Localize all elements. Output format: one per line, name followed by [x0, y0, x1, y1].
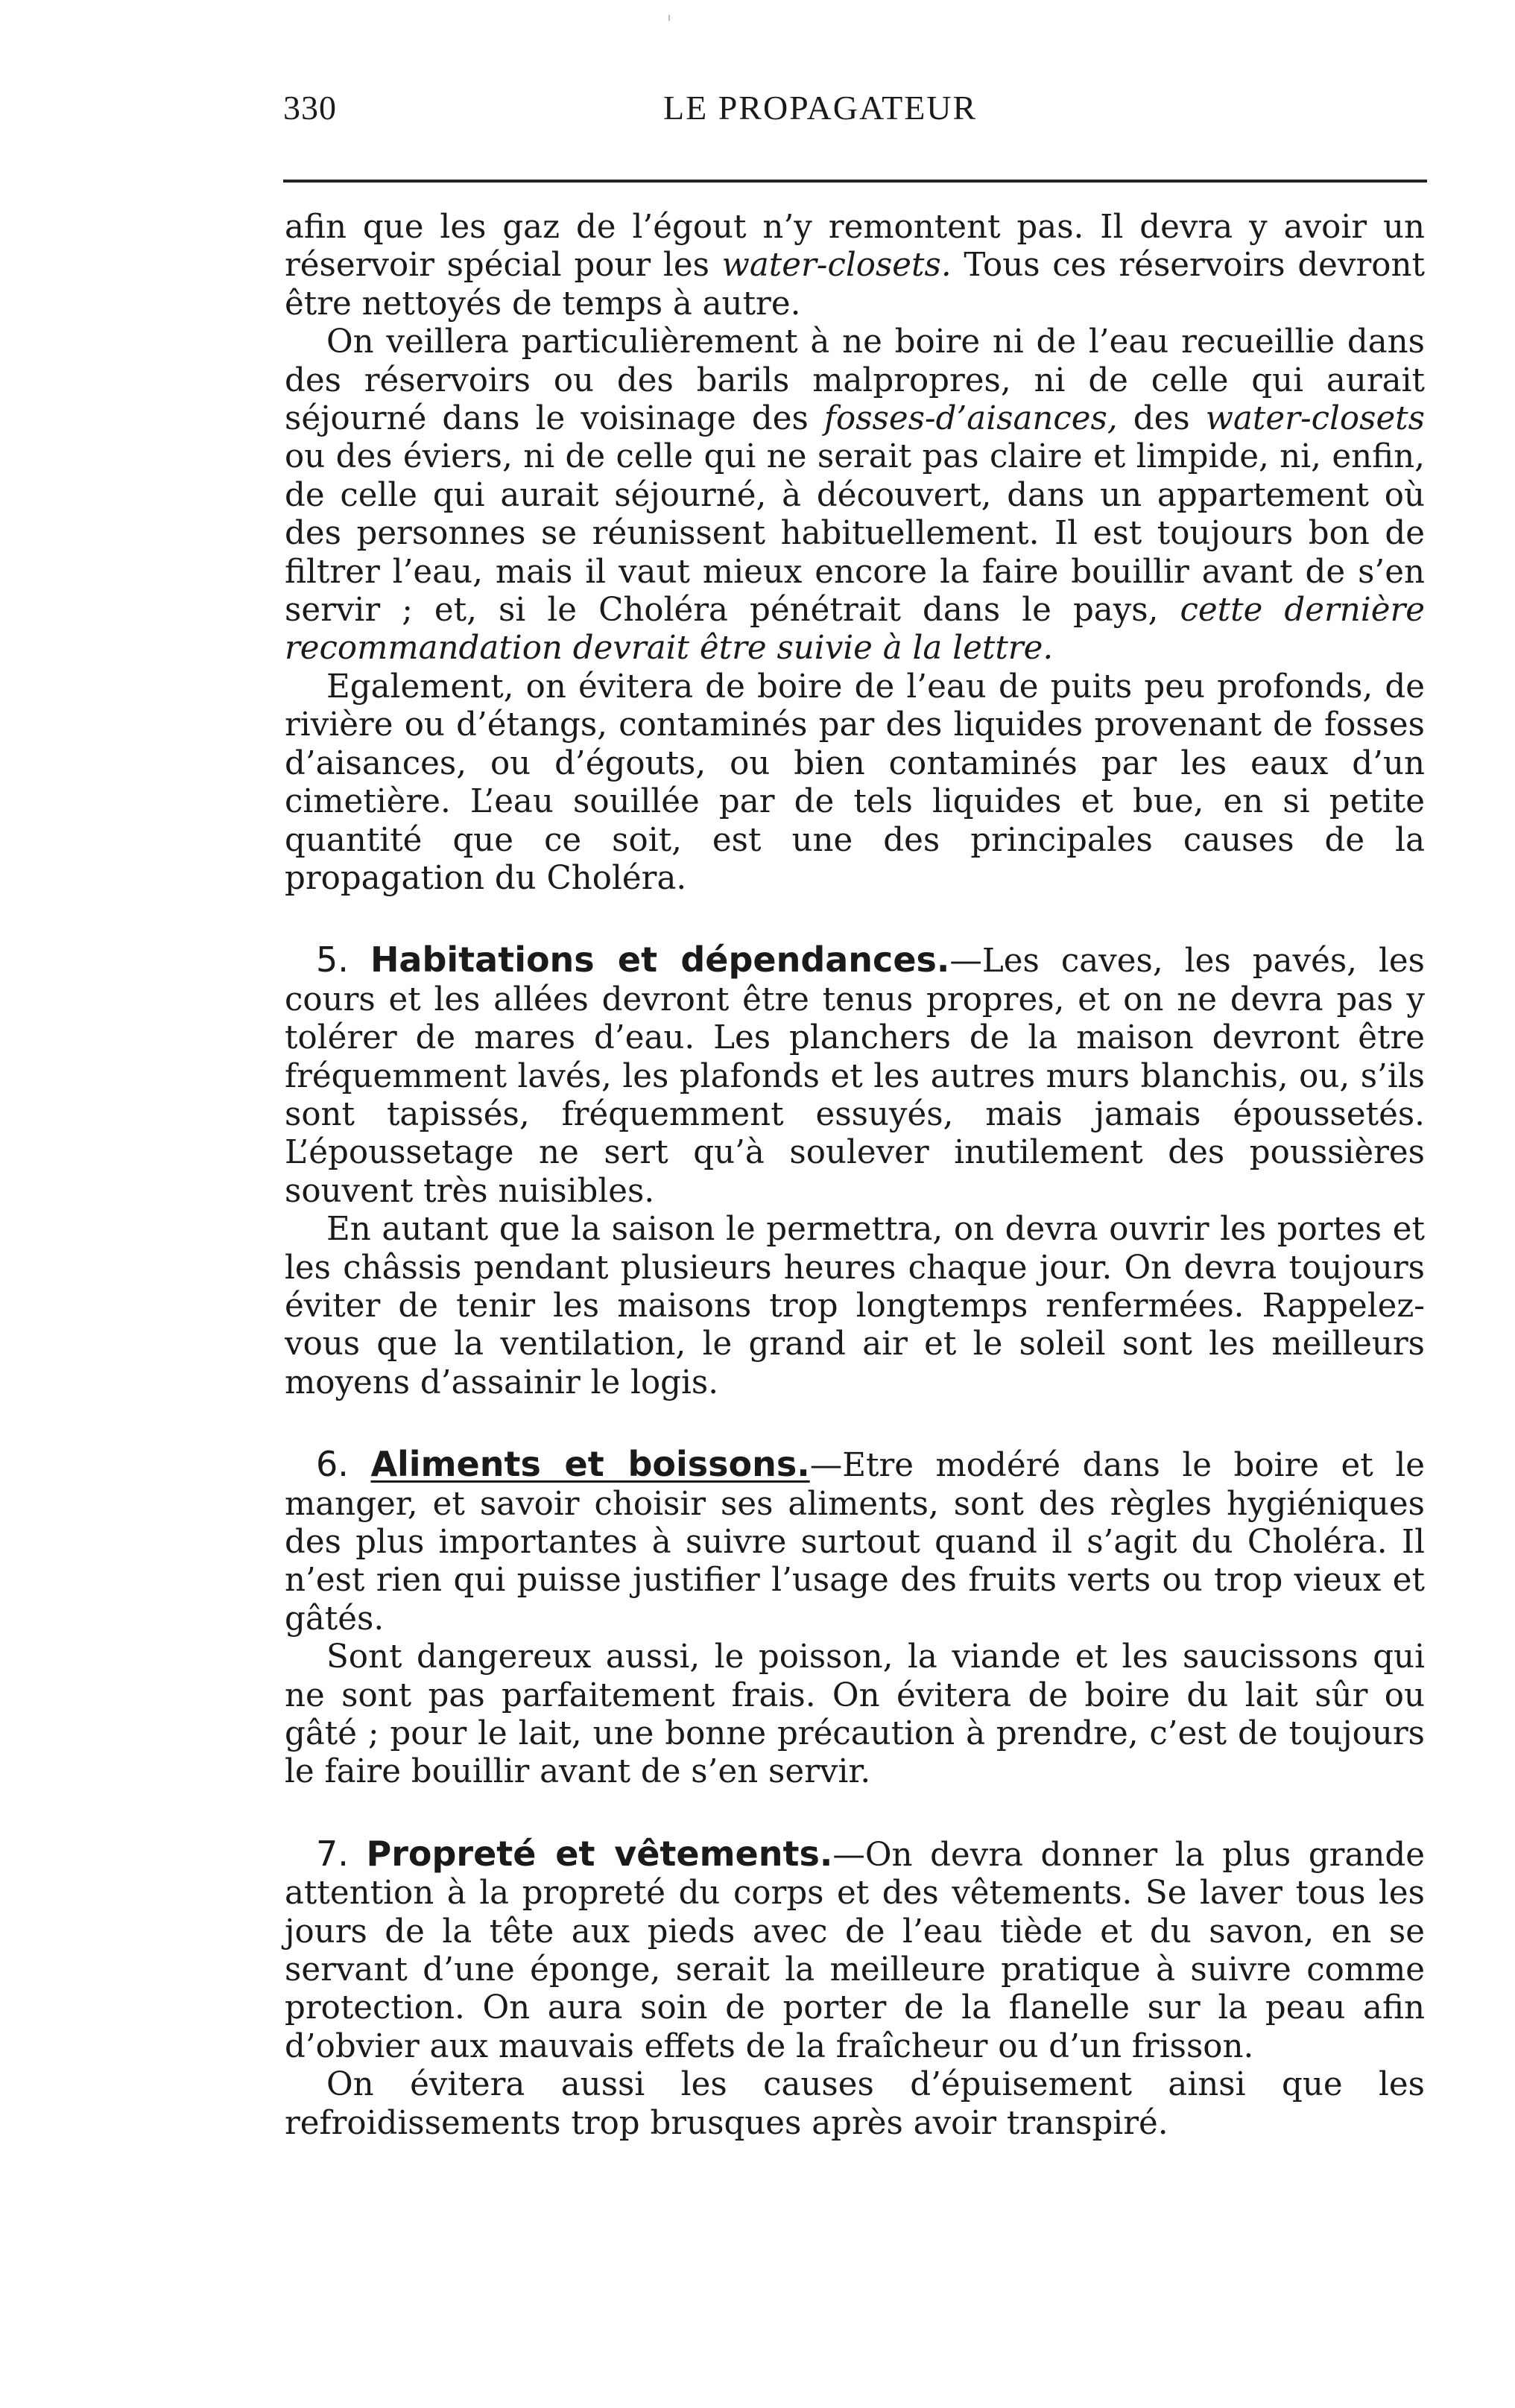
section-number: 7.	[316, 1833, 349, 1874]
scan-mark	[668, 15, 670, 21]
section-number: 6.	[316, 1444, 349, 1485]
italic-text: cette dernière recommandation devrait être suivie à la lettre.	[285, 592, 1426, 668]
running-head	[283, 88, 1431, 140]
section-title: Aliments et boissons.	[370, 1444, 810, 1485]
section-title: Propreté et vêtements.	[366, 1833, 833, 1874]
paragraph	[285, 1211, 1425, 1402]
paragraph	[285, 1638, 1425, 1792]
italic-text: water-closets	[1205, 400, 1425, 438]
section-title: Habitations et dépendances.	[370, 940, 950, 980]
text-run: —Etre modéré dans le boire et le manger, et savoir choisir ses aliments, sont des règles hygiéniques des plus importantes à suivre surtout quand il s’agit du Choléra. Il n’est rien qui puisse justifier l’usage des fruits verts ou trop vieux et gâtés.	[285, 1447, 1425, 1638]
italic-text: water-closets.	[721, 247, 952, 285]
paragraph	[285, 668, 1425, 898]
running-title: LE PROPAGATEUR	[663, 89, 978, 127]
paragraph-continued	[285, 209, 1425, 323]
text-run: —On devra donner la plus grande attention à la propreté du corps et des vêtements. Se laver tous les jours de la tête aux pieds avec de l’eau tiède et du savon, en se servant d’une éponge, serait la meilleure pratique à suivre comme protection. On aura soin de porter de la flanelle sur la peau afin d’obvier aux mauvais effets de la fraîcheur ou d’un frisson.	[285, 1836, 1426, 2065]
text-run: Sont dangereux aussi, le poisson, la viande et les saucissons qui ne sont pas parfaitement frais. On évitera de boire du lait sûr ou gâté ; pour le lait, une bonne précaution à prendre, c’est de toujours le faire bouillir avant de s’en servir.	[285, 1638, 1425, 1791]
text-run: Egalement, on évitera de boire de l’eau de puits peu profonds, de rivière ou d’étangs, contaminés par des liquides provenant de fosses d’aisances, ou d’égouts, ou bien contaminés par les eaux d’un cimetière. L’eau souillée par de tels liquides et bue, en si petite quantité que ce soit, est une des principales causes de la propagation du Choléra.	[285, 668, 1425, 897]
section-proprete	[285, 1835, 1425, 2066]
text-run: On veillera particulièrement à ne boire ni de l’eau recueillie dans des réservoirs ou des barils malpropres, ni de celle qui aurait séjourné dans le voisinage des	[285, 323, 1425, 438]
paragraph	[285, 2066, 1425, 2143]
text-run: On évitera aussi les causes d’épuisement ainsi que les refroidissements trop brusques après avoir transpiré.	[285, 2066, 1425, 2142]
text-run: ou des éviers, ni de celle qui ne serait pas claire et limpide, ni, enfin, de celle qui aurait séjourné, à découvert, dans un appartement où des personnes se réunissent habituellement. Il est toujours bon de filtrer l’eau, mais il vaut mieux encore la faire bouillir avant de s’en servir ; et, si le Choléra pénétrait dans le pays,	[285, 438, 1425, 630]
page-number: 330	[283, 89, 337, 127]
section-habitations	[285, 941, 1425, 1211]
italic-text: fosses-d’aisances,	[823, 400, 1118, 438]
text-run: Tous ces réservoirs devront être nettoyés de temps à autre.	[285, 247, 1425, 323]
header-rule	[283, 180, 1427, 183]
section-aliments	[285, 1445, 1425, 1638]
text-run: En autant que la saison le permettra, on devra ouvrir les portes et les châssis pendant plusieurs heures chaque jour. On devra toujours éviter de tenir les maisons trop longtemps renfermées. Rappelez-vous que la ventilation, le grand air et le soleil sont les meilleurs moyens d’assainir le logis.	[285, 1211, 1425, 1401]
section-number: 5.	[316, 940, 349, 980]
body-text	[285, 209, 1425, 2143]
text-run: des	[1117, 400, 1206, 438]
text-run: —Les caves, les pavés, les cours et les allées devront être tenus propres, et on ne devra pas y tolérer de mares d’eau. Les planchers de la maison devront être fréquemment lavés, les plafonds et les autres murs blanchis, ou, s’ils sont tapissés, fréquemment essuyés, mais jamais époussetés. L’époussetage ne sert qu’à soulever inutilement des poussières souvent très nuisibles.	[285, 942, 1425, 1210]
paragraph	[285, 323, 1425, 668]
text-run: afin que les gaz de l’égout n’y remontent pas. Il devra y avoir un réservoir spécial pour les	[285, 209, 1425, 285]
